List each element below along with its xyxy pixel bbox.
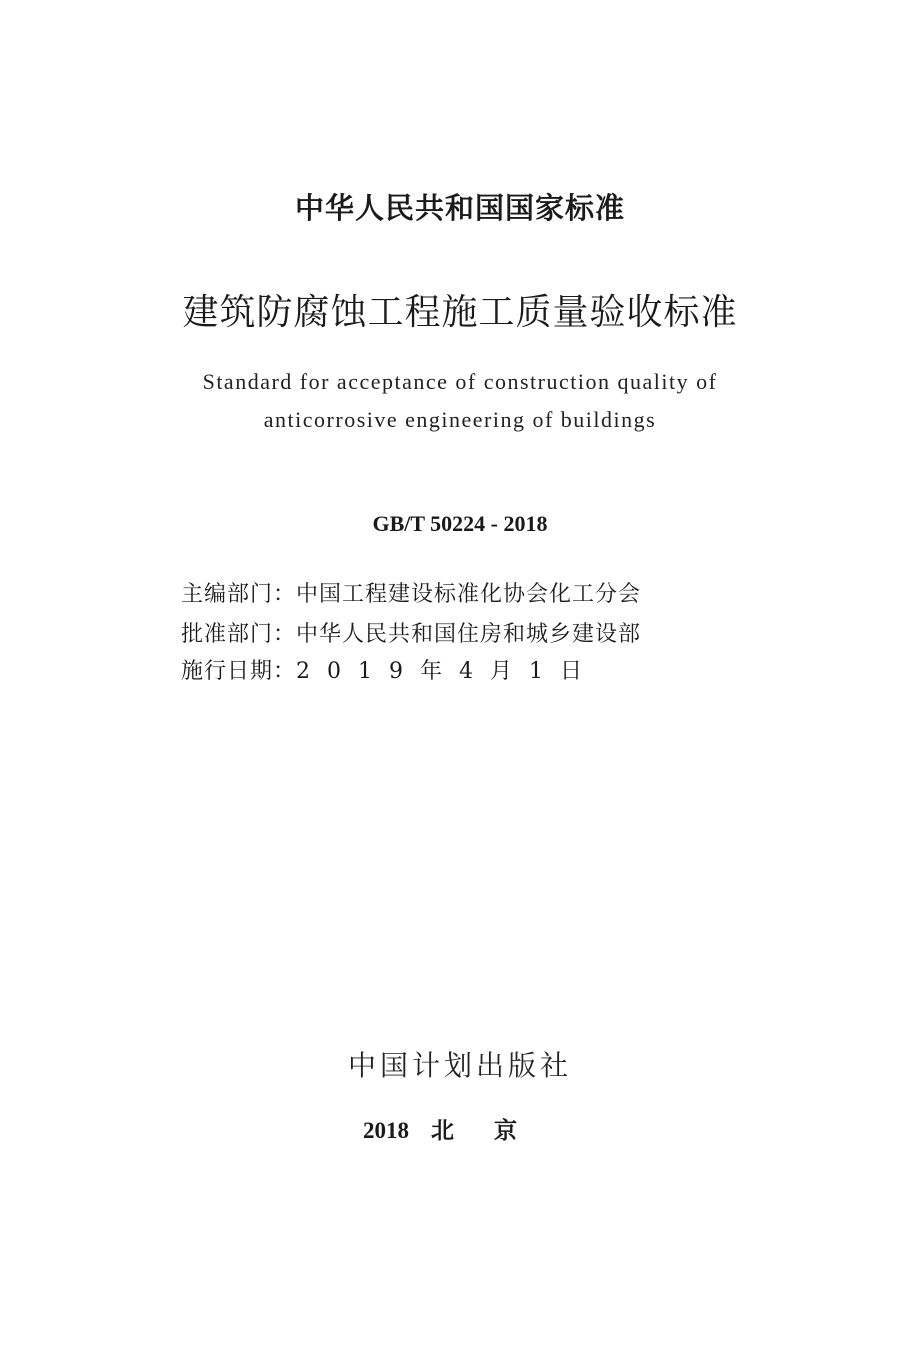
standard-code: GB/T 50224 - 2018 <box>372 511 548 536</box>
chief-editor-value: 中国工程建设标准化协会化工分会 <box>296 582 642 607</box>
title-english-line-2: anticorrosive engineering of buildings <box>263 407 657 432</box>
publication-place <box>0 1112 920 1145</box>
national-standard-heading: 中华人民共和国国家标准 <box>294 191 625 225</box>
title-english-line-1: Standard for acceptance of construction quality of <box>202 369 718 394</box>
approval-row <box>181 617 641 648</box>
effective-date-row <box>181 654 599 685</box>
approval-label: 批准部门： <box>181 622 297 647</box>
chief-editor-label: 主编部门： <box>181 582 297 607</box>
publication-year: 2018 <box>363 1118 409 1143</box>
effective-date-label: 施行日期： <box>181 659 297 684</box>
approval-value: 中华人民共和国住房和城乡建设部 <box>296 622 642 647</box>
title-chinese: 建筑防腐蚀工程施工质量验收标准 <box>182 292 738 333</box>
publisher-name: 中国计划出版社 <box>347 1049 572 1082</box>
chief-editor-row <box>181 577 641 608</box>
effective-date-value: 2019年4月1日 <box>296 659 599 684</box>
publication-city: 北京 <box>431 1118 557 1143</box>
